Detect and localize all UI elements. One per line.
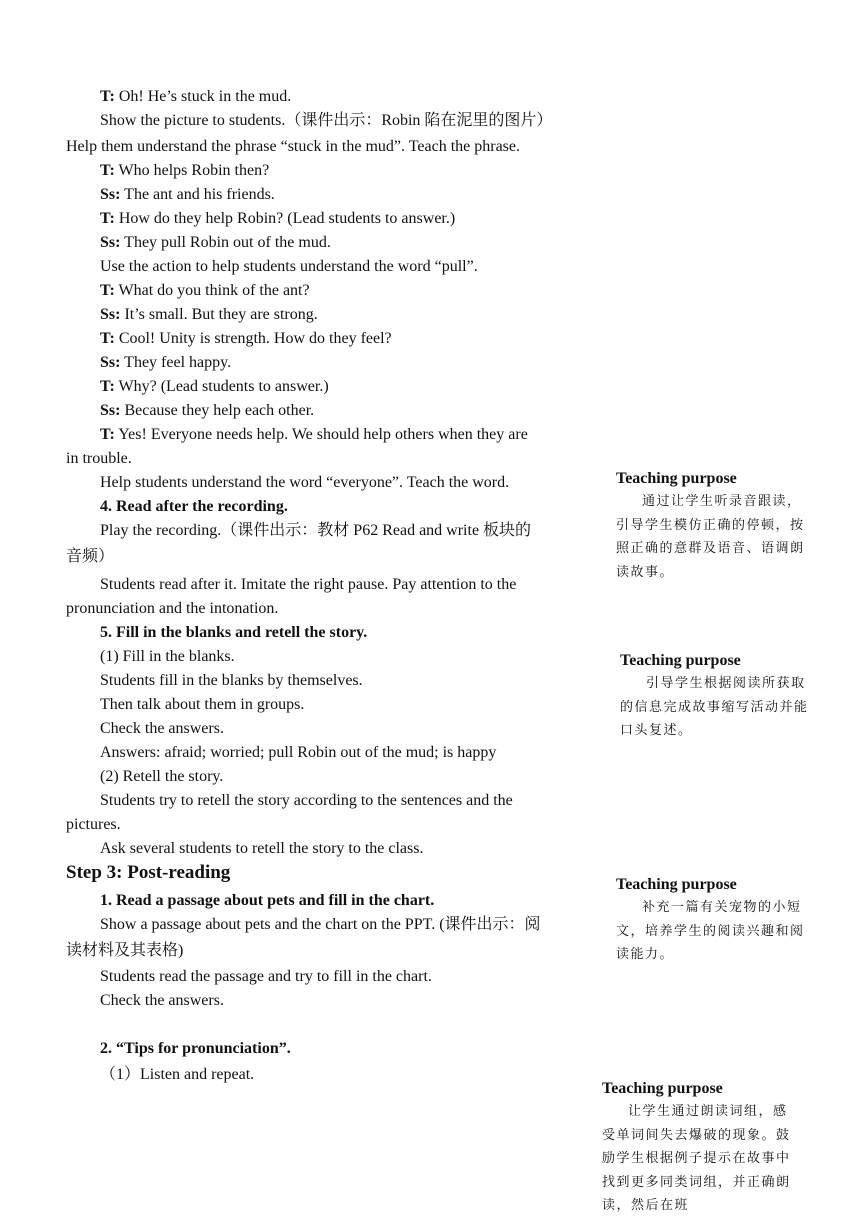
text-line — [100, 520, 531, 542]
speaker-label: T: — [100, 426, 115, 443]
text-line — [100, 280, 310, 302]
text-line — [66, 814, 121, 836]
line-text: Yes! Everyone needs help. We should help others when they are — [114, 426, 528, 443]
line-text: What do you think of the ant? — [114, 282, 310, 299]
line-text: Oh! He’s stuck in the mud. — [114, 88, 292, 105]
note-title: Teaching purpose — [602, 1080, 723, 1097]
text-line — [100, 86, 291, 108]
text-line — [100, 424, 528, 446]
note-title: Teaching purpose — [616, 876, 737, 893]
speaker-label: 1. Read a passage about pets and fill in the chart. — [100, 892, 435, 909]
line-text: 读材料及其表格) — [66, 942, 184, 959]
text-line — [66, 448, 132, 470]
line-text: It’s small. But they are strong. — [120, 306, 318, 323]
line-text: Students read after it. Imitate the right pause. Pay attention to the — [100, 576, 517, 593]
line-text: Check the answers. — [100, 720, 224, 737]
speaker-label: T: — [100, 210, 115, 227]
line-text: Show the picture to students.（课件出示：Robin 陷在泥里的图片） — [100, 112, 553, 129]
text-line — [100, 914, 541, 936]
speaker-label: Ss: — [100, 306, 121, 323]
line-text: They feel happy. — [120, 354, 232, 371]
text-line — [66, 546, 114, 568]
line-text: How do they help Robin? (Lead students to answer.) — [114, 210, 456, 227]
speaker-label: T: — [100, 378, 115, 395]
text-line — [100, 574, 516, 596]
text-line — [100, 184, 275, 206]
line-text: in trouble. — [66, 450, 132, 467]
speaker-label: Ss: — [100, 234, 121, 251]
step3-heading: Step 3: Post-reading — [66, 862, 231, 883]
line-text: Cool! Unity is strength. How do they feel? — [114, 330, 392, 347]
text-line — [66, 598, 278, 620]
line-text: Check the answers. — [100, 992, 224, 1009]
note-body: 补充一篇有关宠物的小短文，培养学生的阅读兴趣和阅读能力。 — [616, 900, 805, 962]
line-text: pictures. — [66, 816, 121, 833]
text-line — [100, 694, 304, 716]
teaching-purpose-note — [620, 650, 810, 743]
text-line — [100, 622, 367, 644]
text-line — [100, 670, 363, 692]
speaker-label: Ss: — [100, 402, 121, 419]
line-text: Play the recording.（课件出示：教材 P62 Read and write 板块的 — [100, 522, 532, 539]
speaker-label: T: — [100, 88, 115, 105]
line-text: Ask several students to retell the story to the class. — [100, 840, 424, 857]
text-line — [100, 496, 288, 518]
line-text: Help students understand the word “everyone”. Teach the word. — [100, 474, 510, 491]
note-body: 通过让学生听录音跟读，引导学生模仿正确的停顿，按照正确的意群及语音、语调朗读故事。 — [616, 494, 805, 580]
speaker-label: 2. “Tips for pronunciation”. — [100, 1040, 291, 1057]
text-line — [100, 1038, 291, 1060]
line-text: Students fill in the blanks by themselves. — [100, 672, 363, 689]
line-text: Then talk about them in groups. — [100, 696, 305, 713]
line-text: Students try to retell the story according to the sentences and the — [100, 792, 513, 809]
speaker-label: 4. Read after the recording. — [100, 498, 288, 515]
note-title: Teaching purpose — [616, 470, 737, 487]
line-text: Because they help each other. — [120, 402, 315, 419]
text-line — [100, 160, 269, 182]
line-text: 音频） — [66, 548, 115, 565]
text-line — [66, 940, 183, 962]
text-line — [100, 742, 496, 764]
note-title: Teaching purpose — [620, 652, 741, 669]
text-line — [100, 232, 331, 254]
speaker-label: T: — [100, 282, 115, 299]
text-line — [100, 966, 432, 988]
speaker-label: 5. Fill in the blanks and retell the story. — [100, 624, 368, 641]
teaching-purpose-note — [616, 874, 806, 967]
speaker-label: T: — [100, 162, 115, 179]
text-line — [100, 790, 513, 812]
speaker-label: Ss: — [100, 186, 121, 203]
text-line — [100, 328, 392, 350]
text-line — [100, 256, 478, 278]
text-line — [100, 838, 423, 860]
line-text: Help them understand the phrase “stuck in the mud”. Teach the phrase. — [66, 138, 520, 155]
line-text: Use the action to help students understand the word “pull”. — [100, 258, 478, 275]
text-line — [100, 400, 314, 422]
text-line — [100, 208, 455, 230]
line-text: Why? (Lead students to answer.) — [114, 378, 329, 395]
line-text: Students read the passage and try to fill in the chart. — [100, 968, 432, 985]
line-text: (1) Fill in the blanks. — [100, 648, 235, 665]
text-line — [100, 890, 434, 912]
text-line — [100, 110, 552, 132]
line-text: Show a passage about pets and the chart on the PPT. (课件出示：阅 — [100, 916, 541, 933]
text-line — [100, 352, 231, 374]
text-line — [100, 990, 224, 1012]
note-body: 让学生通过朗读词组，感受单词间失去爆破的现象。鼓励学生根据例子提示在故事中找到更多同类词组，并正确朗读，然后在班 — [602, 1104, 791, 1213]
line-text: （1）Listen and repeat. — [100, 1066, 255, 1083]
note-body: 引导学生根据阅读所获取的信息完成故事缩写活动并能口头复述。 — [620, 676, 809, 738]
text-line — [100, 766, 223, 788]
text-line — [100, 718, 224, 740]
text-line — [100, 376, 329, 398]
line-text: Answers: afraid; worried; pull Robin out of the mud; is happy — [100, 744, 497, 761]
text-line — [100, 646, 235, 668]
text-line — [100, 1064, 254, 1086]
line-text: (2) Retell the story. — [100, 768, 224, 785]
speaker-label: Ss: — [100, 354, 121, 371]
teaching-purpose-note — [616, 468, 806, 584]
text-line — [66, 136, 520, 158]
line-text: pronunciation and the intonation. — [66, 600, 279, 617]
teaching-purpose-note — [602, 1078, 792, 1218]
line-text: The ant and his friends. — [120, 186, 275, 203]
line-text: Who helps Robin then? — [114, 162, 270, 179]
speaker-label: T: — [100, 330, 115, 347]
line-text: They pull Robin out of the mud. — [120, 234, 331, 251]
text-line — [100, 472, 509, 494]
text-line — [100, 304, 318, 326]
